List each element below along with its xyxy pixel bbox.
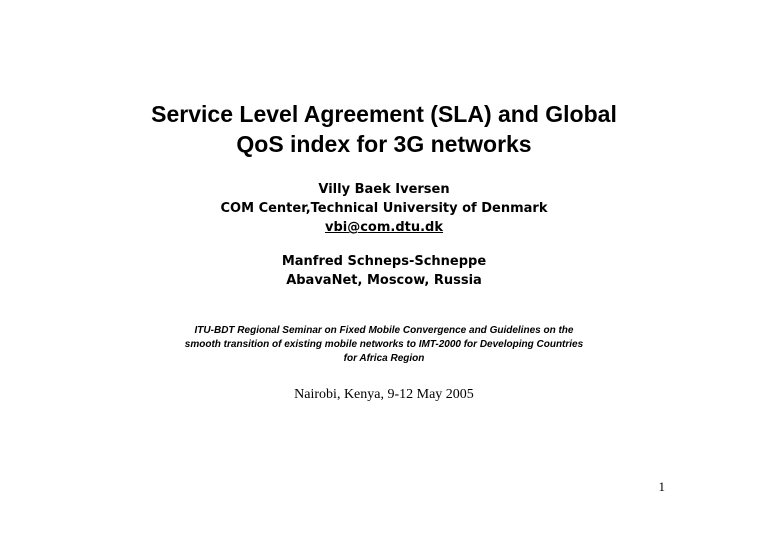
author-2-affiliation: AbavaNet, Moscow, Russia [286, 273, 482, 288]
seminar-description [0, 324, 768, 366]
title-line-2: QoS index for 3G networks [236, 131, 532, 157]
author-block-1 [0, 180, 768, 237]
author-1-email-link[interactable]: vbi@com.dtu.dk [324, 220, 444, 235]
author-block-2 [0, 252, 768, 290]
slide-title [0, 99, 768, 159]
author-1-affiliation: COM Center,Technical University of Denmark [220, 201, 548, 216]
title-line-1: Service Level Agreement (SLA) and Global [151, 101, 617, 127]
author-2-name: Manfred Schneps-Schneppe [281, 254, 487, 269]
seminar-line-3: for Africa Region [343, 353, 425, 364]
seminar-line-2: smooth transition of existing mobile networks to IMT-2000 for Developing Countries [184, 339, 584, 350]
seminar-line-1: ITU-BDT Regional Seminar on Fixed Mobile Convergence and Guidelines on the [194, 325, 574, 336]
author-1-name: Villy Baek Iversen [318, 182, 450, 197]
venue-and-date: Nairobi, Kenya, 9-12 May 2005 [294, 387, 474, 402]
page-number: 1 [658, 479, 665, 494]
